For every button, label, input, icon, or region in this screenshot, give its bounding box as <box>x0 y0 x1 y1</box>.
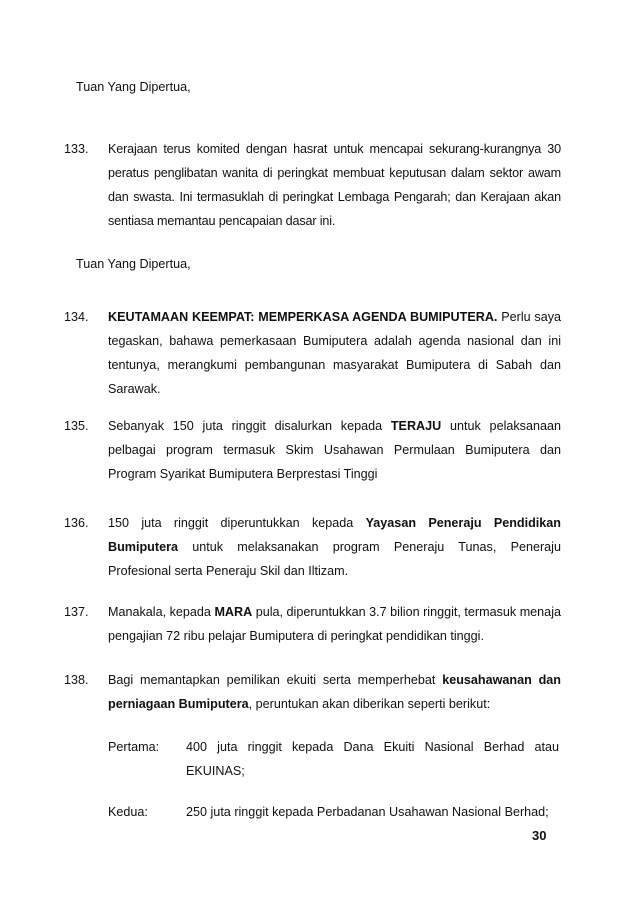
text-run: , peruntukan akan diberikan seperti berikut: <box>248 697 491 711</box>
text-run: pula, diperuntukkan 3.7 bilion ringgit, termasuk menaja pengajian 72 ribu pelajar Bumiputera di peringkat pendidikan tinggi. <box>108 605 561 643</box>
paragraph-number: 136. <box>64 516 89 530</box>
paragraph-number: 138. <box>64 673 89 687</box>
paragraph-number: 135. <box>64 419 89 433</box>
paragraph-number: 133. <box>64 142 89 156</box>
page-number: 30 <box>532 828 547 843</box>
salutation-1: Tuan Yang Dipertua, <box>76 80 191 94</box>
paragraph-text: Kerajaan terus komited dengan hasrat untuk mencapai sekurang-kurangnya 30 peratus penglibatan wanita di peringkat membuat keputusan dalam sektor awam dan swasta. Ini termasuklah di peringkat Lembaga Pengarah; dan Kerajaan akan sentiasa memantau pencapaian dasar ini. <box>108 142 561 228</box>
text-run: 150 juta ringgit diperuntukkan kepada <box>108 516 366 530</box>
text-run: Manakala, kepada <box>108 605 215 619</box>
paragraph-text <box>108 668 561 716</box>
item-text: 400 juta ringgit kepada Dana Ekuiti Nasional Berhad atau EKUINAS; <box>186 740 559 778</box>
item-label: Pertama: <box>108 740 160 754</box>
item-label: Kedua: <box>108 805 148 819</box>
text-run: untuk pelaksanaan pelbagai program termasuk Skim Usahawan Permulaan Bumiputera dan Program Syarikat Bumiputera Berprestasi Tinggi <box>108 419 561 481</box>
paragraph-text <box>108 600 561 648</box>
bold-term: TERAJU <box>390 419 442 433</box>
bold-term: keusahawanan dan perniagaan Bumiputera <box>108 673 562 711</box>
paragraph-text <box>108 414 561 486</box>
paragraph-body: Perlu saya tegaskan, bahawa pemerkasaan Bumiputera adalah agenda nasional dan ini tentunya, merangkumi pembangunan masyarakat Bumiputera di Sabah dan Sarawak. <box>108 310 561 396</box>
text-run: untuk melaksanakan program Peneraju Tunas, Peneraju Profesional serta Peneraju Skil dan Iltizam. <box>108 540 561 578</box>
text-run: Sebanyak 150 juta ringgit disalurkan kepada <box>108 419 391 433</box>
bold-term: Yayasan Peneraju Pendidikan Bumiputera <box>108 516 562 554</box>
item-text: 250 juta ringgit kepada Perbadanan Usahawan Nasional Berhad; <box>186 805 549 819</box>
paragraph-text <box>108 511 561 583</box>
paragraph-number: 137. <box>64 605 89 619</box>
paragraph-number: 134. <box>64 310 89 324</box>
paragraph-heading: KEUTAMAAN KEEMPAT: MEMPERKASA AGENDA BUMIPUTERA. <box>108 310 498 324</box>
bold-term: MARA <box>214 605 253 619</box>
paragraph-text <box>108 305 561 401</box>
text-run: Bagi memantapkan pemilikan ekuiti serta memperhebat <box>108 673 443 687</box>
salutation-2: Tuan Yang Dipertua, <box>76 257 191 271</box>
